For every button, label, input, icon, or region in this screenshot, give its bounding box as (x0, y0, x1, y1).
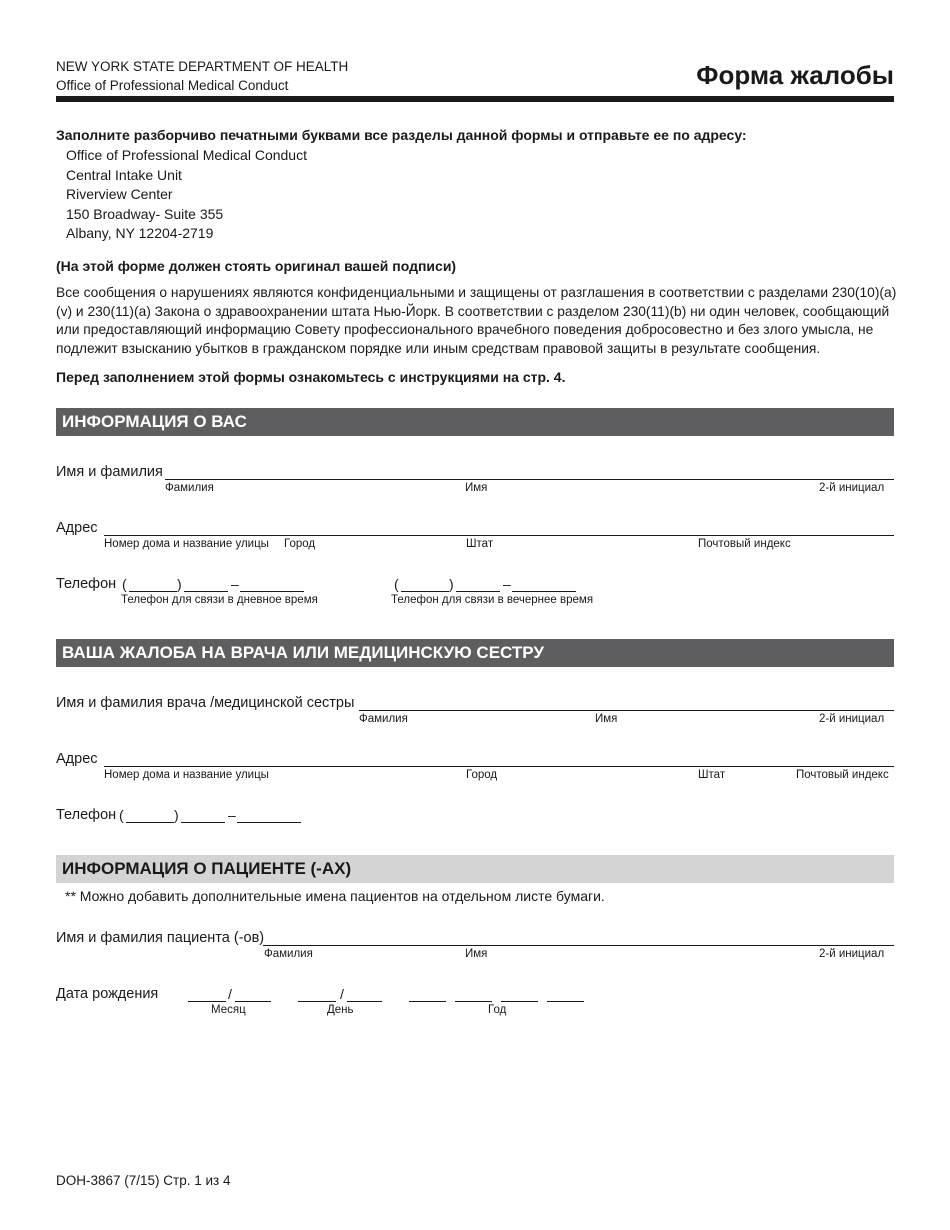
doctor-last-name-caption: Фамилия (359, 713, 408, 725)
evening-phone-open-paren: ( (394, 576, 399, 592)
doctor-phone-open-paren: ( (119, 807, 124, 823)
dob-year-field-2[interactable] (455, 1001, 492, 1002)
section-complaint-header: ВАША ЖАЛОБА НА ВРАЧА ИЛИ МЕДИЦИНСКУЮ СЕСТРУ (56, 639, 894, 667)
your-last-name-caption: Фамилия (165, 482, 214, 494)
doctor-zip-caption: Почтовый индекс (796, 769, 889, 781)
patient-first-name-caption: Имя (465, 948, 488, 960)
evening-phone-prefix-field[interactable] (456, 591, 500, 592)
address-line: Office of Professional Medical Conduct (66, 147, 307, 163)
your-first-name-caption: Имя (465, 482, 488, 494)
patient-name-field[interactable] (263, 945, 894, 946)
patient-initial-caption: 2-й инициал (819, 948, 885, 960)
your-street-caption: Номер дома и название улицы (104, 538, 269, 550)
agency-block (56, 57, 348, 95)
header-rule (56, 96, 894, 102)
doctor-address-label: Адрес (56, 751, 98, 767)
day-phone-number-field[interactable] (240, 591, 304, 592)
your-city-caption: Город (284, 538, 316, 550)
dob-year-field-4[interactable] (547, 1001, 584, 1002)
day-phone-close-paren: ) (177, 576, 182, 592)
doctor-phone-number-field[interactable] (237, 822, 301, 823)
doctor-first-name-caption: Имя (595, 713, 618, 725)
dob-label: Дата рождения (56, 986, 159, 1002)
doctor-name-field[interactable] (359, 710, 894, 711)
address-line: Albany, NY 12204-2719 (66, 225, 214, 241)
dob-month-field-2[interactable] (235, 1001, 271, 1002)
dob-day-field-2[interactable] (347, 1001, 382, 1002)
doctor-address-field[interactable] (104, 766, 894, 767)
dob-slash: / (340, 986, 344, 1002)
evening-phone-close-paren: ) (449, 576, 454, 592)
agency-name: NEW YORK STATE DEPARTMENT OF HEALTH (56, 59, 349, 74)
confidentiality-paragraph: Все сообщения о нарушениях являются конфиденциальными и защищены от разглашения в соответствии с разделами 230(10)(a)(v) и 230(11)(a) Закона о здравоохранении штата Нью-Йорк. В соответствии с разделом 230(11)(b) ни один человек, сообщающий или предоставляющий информацию Совету профессионального врачебного поведения добросовестно и без злого умысла, не подлежит взысканию убытков в гражданском порядке или иным средствам правовой защиты в результате сообщения. (56, 285, 897, 356)
doctor-phone-label: Телефон (56, 807, 117, 823)
mailing-address (66, 146, 307, 244)
doctor-phone-prefix-field[interactable] (181, 822, 225, 823)
day-phone-prefix-field[interactable] (184, 591, 228, 592)
evening-phone-number-field[interactable] (512, 591, 576, 592)
dob-day-caption: День (327, 1004, 354, 1016)
your-phone-label: Телефон (56, 576, 117, 592)
read-instructions-note: Перед заполнением этой формы ознакомьтесь с инструкциями на стр. 4. (56, 369, 566, 385)
evening-phone-area-field[interactable] (401, 591, 449, 592)
your-name-label: Имя и фамилия (56, 464, 163, 480)
your-initial-caption: 2-й инициал (819, 482, 885, 494)
additional-patients-note: ** Можно добавить дополнительные имена пациентов на отдельном листе бумаги. (65, 888, 605, 904)
your-state-caption: Штат (466, 538, 494, 550)
day-phone-dash: – (231, 576, 239, 592)
doctor-city-caption: Город (466, 769, 498, 781)
dob-year-field-1[interactable] (409, 1001, 446, 1002)
signature-note: (На этой форме должен стоять оригинал вашей подписи) (56, 258, 457, 274)
doctor-street-caption: Номер дома и название улицы (104, 769, 269, 781)
doctor-name-label: Имя и фамилия врача /медицинской сестры (56, 695, 355, 711)
your-address-field[interactable] (104, 535, 894, 536)
form-title: Форма жалобы (696, 60, 894, 90)
patient-name-label: Имя и фамилия пациента (-ов) (56, 930, 265, 946)
evening-phone-caption: Телефон для связи в вечернее время (391, 594, 594, 606)
evening-phone-dash: – (503, 576, 511, 592)
instruction-text: Заполните разборчиво печатными буквами все разделы данной формы и отправьте ее по адресу: (56, 127, 747, 143)
dob-day-field-1[interactable] (298, 1001, 336, 1002)
dob-slash: / (228, 986, 232, 1002)
address-line: Riverview Center (66, 186, 173, 202)
doctor-phone-area-field[interactable] (126, 822, 174, 823)
doctor-initial-caption: 2-й инициал (819, 713, 885, 725)
your-name-field[interactable] (165, 479, 894, 480)
patient-last-name-caption: Фамилия (264, 948, 313, 960)
address-line: Central Intake Unit (66, 166, 182, 183)
your-address-label: Адрес (56, 520, 98, 536)
your-zip-caption: Почтовый индекс (698, 538, 791, 550)
day-phone-area-field[interactable] (129, 591, 177, 592)
doctor-phone-close-paren: ) (174, 807, 179, 823)
doctor-phone-dash: – (228, 807, 236, 823)
dob-month-field-1[interactable] (188, 1001, 226, 1002)
dob-month-caption: Месяц (211, 1004, 246, 1016)
doctor-state-caption: Штат (698, 769, 726, 781)
dob-year-caption: Год (488, 1004, 507, 1016)
page-footer: DOH-3867 (7/15) Стр. 1 из 4 (56, 1173, 231, 1188)
section-patient-header: ИНФОРМАЦИЯ О ПАЦИЕНТЕ (-АХ) (56, 855, 894, 883)
day-phone-open-paren: ( (122, 576, 127, 592)
day-phone-caption: Телефон для связи в дневное время (121, 594, 318, 606)
office-name: Office of Professional Medical Conduct (56, 78, 289, 93)
dob-year-field-3[interactable] (501, 1001, 538, 1002)
section-you-header: ИНФОРМАЦИЯ О ВАС (56, 408, 894, 436)
address-line: 150 Broadway- Suite 355 (66, 205, 224, 222)
